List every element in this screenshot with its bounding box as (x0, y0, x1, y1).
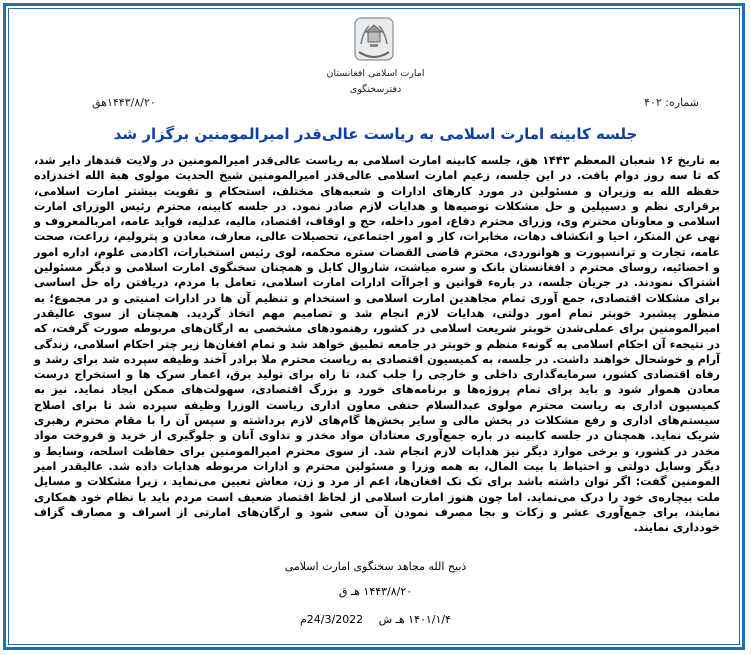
document-title: جلسه کابینه امارت اسلامی به ریاست عالی‌قدر امیرالمومنین برگزار شد (113, 125, 638, 143)
signature-name: ذبیح الله مجاهد سخنگوی امارت اسلامی (284, 560, 467, 573)
number-value: ۴۰۲ (644, 96, 662, 109)
document-date: ۱۴۴۳/۸/۲۰هق (92, 96, 156, 109)
emirate-emblem-icon (349, 14, 399, 64)
number-label: شماره: (665, 96, 699, 109)
date-gregorian: 24/3/2022م (299, 613, 364, 626)
date-solar: ۱۴۰۱/۱/۴ هـ ش (378, 613, 452, 626)
signature-date-row (0, 613, 751, 626)
signature-date-lunar: ۱۴۴۳/۸/۲۰ هـ ق (338, 585, 413, 598)
document-number (644, 96, 699, 109)
header-office-name: دفترسخنگوی (349, 84, 402, 95)
document-body: به تاریخ ۱۶ شعبان المعظم ۱۴۴۳ هق، جلسه کابینه امارت اسلامی به ریاست عالی‌قدر امیرالمومنین در ولایت قندهار دایر شد، که تا سه روز دوام یافت. در این جلسه، زعیم امارت اسلامی عالی‌قدر امیرالمومنین شیخ الحدیث مولوی هبة الله اخندزاده حفظه الله به وزیران و مسئولین در مورد کارهای ادارات و شعبه‌های مختلف، استحکام و تقویت بیشتر امارت اسلامی، برقراری نظم و دسیپلین و حل مشکلات توصیه‌ها و هدایات لازم صادر نمود. در جلسه کابینه، محترم رئیس الوزرای امارت اسلامی و معاونان محترم وی، وزرای محترم دفاع، امور داخله، حج و اوقاف، اقتصاد، مالیه، عدلیه، فواید عامه، امربالمعروف و نهی عن المنکر، احیا و انکشاف دهات، مخابرات، کار و امور اجتماعی، تحصیلات عالی، معارف، معادن و پترولیم، زراعت، صحت عامه، تجارت و ترانسپورت و هوانوردی، محترم قاضی القضات ستره محکمه، لوی رئیس استخبارات، اکادمی علوم، اداره امور و احصائیه، روسای محترم د افغانستان بانک و سره میاشت، شاروال کابل و همچنان سخنگوی امارت اسلامی و دیگر مسئولین اشتراک نمودند. در جریان جلسه، در بارهء قوانین و اجراآت ادارات امارت اسلامی، تعامل با مردم، دریافتن راه حل اساسی برای مشکلات اقتصادی، جمع آوری تمام مجاهدین امارت اسلامی و استخدام و تنظیم آن ها در ادارات امنیتی و در مجموع؛ به منظور پیشبرد خوبتر تمام امور دولتی، هدایات لازم انجام شد و تصامیم مهم اتخاذ گردید. همچنان از سوی عالیقدر امیرالمومنین برای عملی‌شدن خوبتر شریعت اسلامی در کشور، رهنمودهای مشخصی به ارگان‌های مربوطه صورت گرفت، که در نتیجهء آن احکام اسلامی به گونهء منظم و خوبتر در جامعه تطبیق خواهد شد و تمام افغان‌ها زیر چتر احکام اسلامی، زندگی آرام و خوشحال خواهند داشت. در جلسه، به کمیسیون اقتصادی به ریاست محترم ملا برادر آخند وظیفه سپرده شد برای رشد و رفاه اقتصادی کشور، سرمایه‌گذاری داخلی و خارجی را جلب کند، تا راه برای تولید برق، اعمار سرک ها و استخراج درست معادن هموار شود و باید برای تمام پروژه‌ها و برنامه‌های خورد و بزرگ اقتصادی، سهولت‌های ممکن ایجاد نماید. نیز به کمیسیون اداری به ریاست محترم مولوی عبدالسلام حنفی معاون اداری ریاست الوزرا وظیفه سپرده شد تا برای اصلاح سیستم‌های اداری و رفع مشکلات در بخش مالی و سایر بخش‌ها گام‌های لازم برداشته و سپس آن را با مقام محترم رهبری شریک نماید. همچنان در جلسه کابینه در باره جمع‌آوری معتادان مواد مخدر و تداوی آنان و جلوگیری از خرید و فروخت مواد مخدر در کشور، و برخی موارد دیگر نیز هدایات لازم انجام شد. از سوی محترم امیرالمومنین برای حفاظت اسلحه، وسایط و دیگر وسایل دولتی و احتیاط با بیت المال، به همه وزرا و مسئولین محترم و ادارات مربوطه هدایات داده شد. عالیقدر امیر المومنین گفت: اگر توان داشته باشد برای تک تک افغان‌ها، اعم از مرد و زن، معاش تعیین می‌نماید ، زیرا مشکلات و مسایل ملت بیچاره‌ی خود را درک می‌نماید. اما چون هنوز امارت اسلامی از لحاظ اقتصاد ضعیف است مردم باید با نظام خود همکاری نمایند، برای جمع‌آوری عشر و زکات و بجا مصرف نمودن آن سعی شود و ارگان‌های امارتی از اسراف و مصارف گزاف خودداری نمایند. (34, 154, 721, 535)
header-emirate-name: امارت اسلامی افغانستان (326, 68, 425, 79)
